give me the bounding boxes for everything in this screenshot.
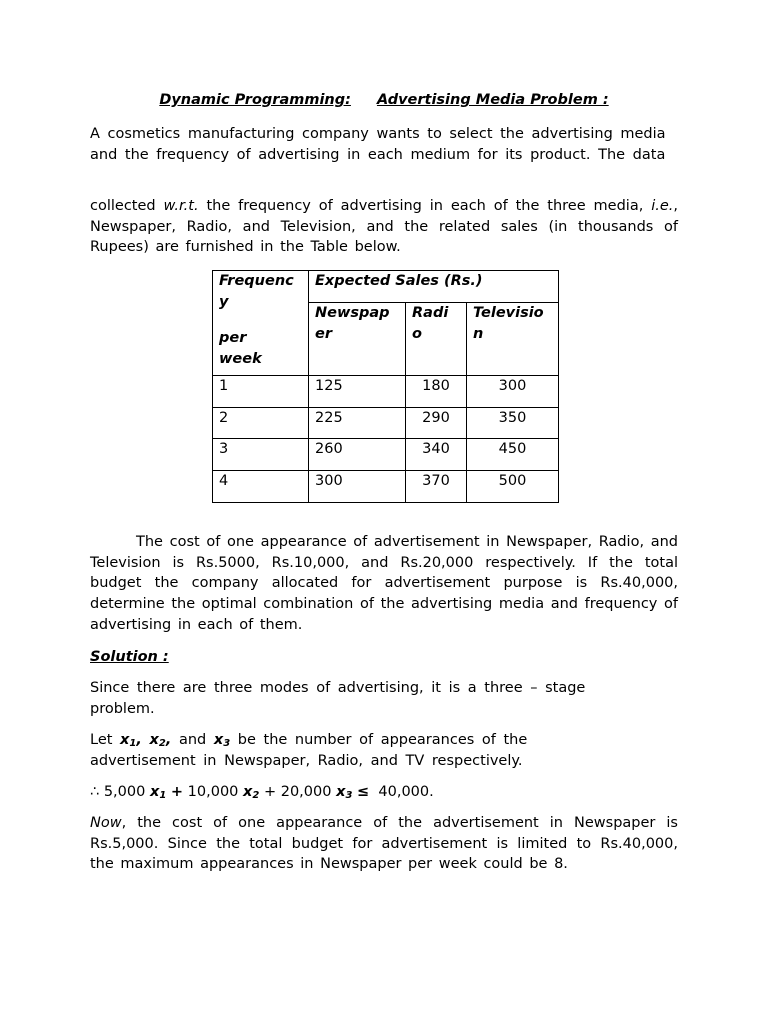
equation-x1: $x_1$ xyxy=(149,784,167,801)
intro-text-c: , Newspaper, Radio, and Television, and the related sales (in thousands of Rupees) are furnished in the Table below. xyxy=(90,198,678,256)
table-row xyxy=(213,408,559,439)
television-header-line-2: n xyxy=(473,325,484,342)
newspaper-header xyxy=(309,303,406,376)
frequency-header-line-1: Frequenc xyxy=(219,273,294,289)
now-paragraph xyxy=(90,813,678,875)
newspaper-header-line-2: er xyxy=(315,325,332,342)
equation-x3: $x_3$ xyxy=(336,784,353,801)
television-cell: 500 xyxy=(467,471,559,503)
newspaper-cell: 300 xyxy=(309,471,406,503)
frequency-cell: 3 xyxy=(213,439,309,471)
sales-table xyxy=(212,270,559,503)
problem-paragraph: The cost of one appearance of advertisement in Newspaper, Radio, and Television is Rs.5000, Rs.10,000, and Rs.20,000 respectively. If the total budget the company allocated for advertisement purpose is Rs.40,000, determine the optimal combination of the advertising media and frequency of advertising in each of them. xyxy=(90,534,678,633)
frequency-header-line-2: y xyxy=(219,293,229,310)
television-cell: 300 xyxy=(467,376,559,408)
table-row xyxy=(213,471,559,503)
variable-x3: $x_3$ xyxy=(213,732,231,749)
radio-cell: 290 xyxy=(406,408,467,439)
frequency-cell: 4 xyxy=(213,471,309,503)
frequency-header-line-4: week xyxy=(219,351,262,368)
variables-paragraph xyxy=(90,730,590,771)
title-part-1: Dynamic Programming: xyxy=(159,92,351,108)
newspaper-cell: 225 xyxy=(309,408,406,439)
plus-sign: + xyxy=(170,784,184,800)
equation-rhs: 40,000. xyxy=(378,784,434,800)
title-part-2: Advertising Media Problem : xyxy=(376,92,609,108)
variable-x2: $x_2$, xyxy=(149,732,172,749)
table-row xyxy=(213,376,559,408)
equation-x2: $x_2$ xyxy=(243,784,260,801)
solution-heading: Solution : xyxy=(90,649,169,665)
le-sign: ≤ xyxy=(357,784,370,800)
frequency-header-line-3: per xyxy=(219,330,247,347)
and-text: and xyxy=(171,732,214,748)
intro-paragraph-2 xyxy=(90,196,678,258)
ie-abbrev: i.e. xyxy=(651,198,674,214)
wrt-abbrev: w.r.t. xyxy=(163,198,199,214)
intro-text-a: collected xyxy=(90,198,164,214)
newspaper-cell: 260 xyxy=(309,439,406,471)
intro-text-b: the frequency of advertising in each of the three media, xyxy=(198,198,652,214)
solution-paragraph-1: Since there are three modes of advertising, it is a three – stage problem. xyxy=(90,680,586,717)
equation-term-1: ∴ 5,000 xyxy=(90,784,150,800)
radio-header-line-1: Radi xyxy=(412,305,449,321)
page-title xyxy=(0,92,768,108)
frequency-cell: 2 xyxy=(213,408,309,439)
radio-cell: 180 xyxy=(406,376,467,408)
now-text: , the cost of one appearance of the advertisement in Newspaper is Rs.5,000. Since the total budget for advertisement is limited to Rs.40,000, the maximum appearances in Newspaper per week could be 8. xyxy=(90,815,678,873)
equation-term-3: + 20,000 xyxy=(259,784,337,800)
television-cell: 350 xyxy=(467,408,559,439)
now-word: Now xyxy=(90,815,122,831)
radio-cell: 340 xyxy=(406,439,467,471)
budget-equation xyxy=(90,782,678,803)
expected-sales-header: Expected Sales (Rs.) xyxy=(309,271,559,303)
frequency-header xyxy=(213,271,309,376)
newspaper-cell: 125 xyxy=(309,376,406,408)
variables-description: be the number of appearances of the advertisement in Newspaper, Radio, and TV respectively. xyxy=(90,732,528,769)
equation-term-2: 10,000 xyxy=(183,784,244,800)
radio-cell: 370 xyxy=(406,471,467,503)
variable-x1: $x_1$, xyxy=(120,732,142,749)
television-cell: 450 xyxy=(467,439,559,471)
let-text: Let xyxy=(90,732,121,748)
table-row xyxy=(213,439,559,471)
radio-header xyxy=(406,303,467,376)
intro-paragraph-1: A cosmetics manufacturing company wants to select the advertising media and the frequency of advertising in each medium for its product. The data xyxy=(90,126,666,163)
television-header-line-1: Televisio xyxy=(473,305,544,321)
frequency-cell: 1 xyxy=(213,376,309,408)
radio-header-line-2: o xyxy=(412,325,422,342)
newspaper-header-line-1: Newspap xyxy=(315,305,390,321)
television-header xyxy=(467,303,559,376)
